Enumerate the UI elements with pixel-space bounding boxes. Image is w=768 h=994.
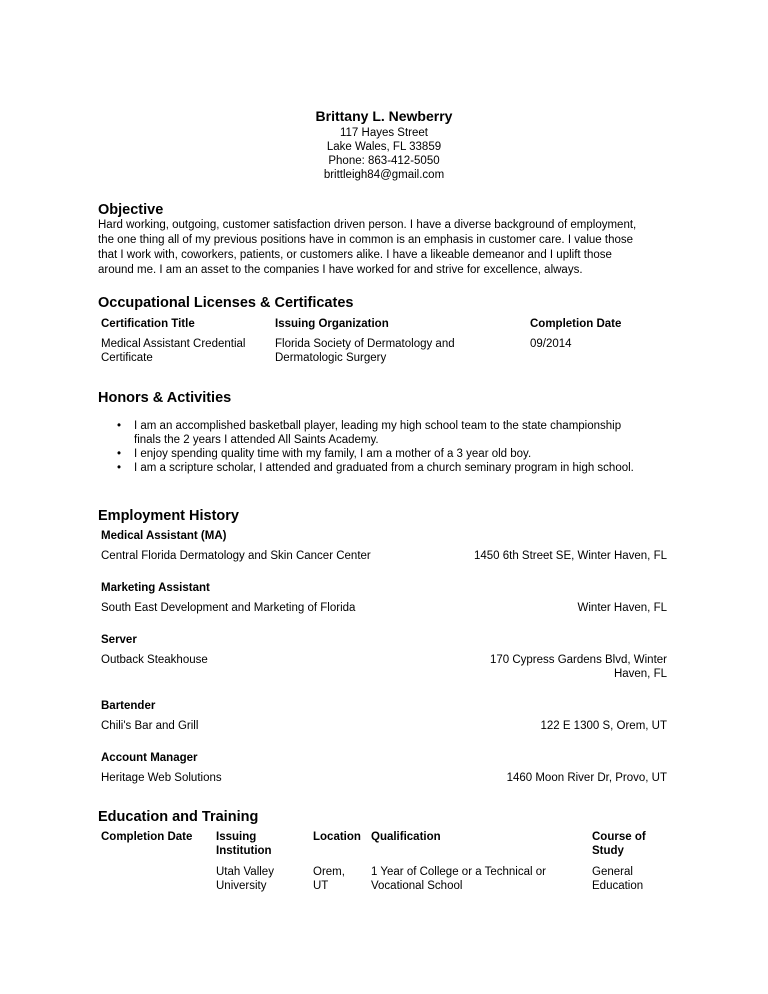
col-header-completion-date: Completion Date <box>530 318 622 330</box>
job-location <box>420 601 667 615</box>
cell-line: General <box>592 866 633 878</box>
education-heading: Education and Training <box>98 809 259 825</box>
table-cell-cert-title <box>101 337 245 365</box>
job-employer: Chili's Bar and Grill <box>101 720 199 732</box>
job-employer: Outback Steakhouse <box>101 654 208 666</box>
email-address: brittleigh84@gmail.com <box>323 169 445 181</box>
objective-heading: Objective <box>98 202 164 218</box>
table-cell-course <box>592 865 643 893</box>
list-item-line: I am a scripture scholar, I attended and graduated from a church seminary program in high school. <box>134 462 634 474</box>
cell-line: University <box>216 880 267 892</box>
list-item <box>117 447 714 461</box>
location-line: 1460 Moon River Dr, Provo, UT <box>506 772 667 784</box>
list-item <box>117 461 714 475</box>
job-position: Marketing Assistant <box>101 582 210 594</box>
col-header-cert-title: Certification Title <box>101 318 195 330</box>
col-header-institution <box>216 830 272 858</box>
header-line: Course of <box>592 831 646 843</box>
honors-heading: Honors & Activities <box>98 390 232 406</box>
job-location <box>420 653 667 681</box>
header-line: Institution <box>216 845 272 857</box>
job-employer: Central Florida Dermatology and Skin Cancer Center <box>101 550 371 562</box>
cell-line: Utah Valley <box>216 866 274 878</box>
cell-line: UT <box>313 880 329 892</box>
list-item-line: I am an accomplished basketball player, leading my high school team to the state championship <box>134 420 622 432</box>
list-item-line: finals the 2 years I attended All Saints Academy. <box>134 434 379 446</box>
employment-heading: Employment History <box>98 508 239 524</box>
job-employer: Heritage Web Solutions <box>101 772 222 784</box>
objective-line: that I work with, coworkers, patients, or customers alike. I have a likeable demeanor and I uplift those <box>98 249 612 261</box>
table-cell-completion-date: 09/2014 <box>530 338 572 350</box>
location-line: Winter Haven, FL <box>577 602 667 614</box>
phone-number: Phone: 863-412-5050 <box>328 155 440 167</box>
job-position: Account Manager <box>101 752 198 764</box>
job-location <box>420 549 667 563</box>
objective-line: the one thing all of my previous positions have in common is an emphasis in customer care. I value those <box>98 234 634 246</box>
location-line: 122 E 1300 S, Orem, UT <box>540 720 667 732</box>
licenses-heading: Occupational Licenses & Certificates <box>98 295 354 311</box>
street-address: 117 Hayes Street <box>339 127 428 139</box>
honors-list <box>98 419 714 475</box>
objective-line: Hard working, outgoing, customer satisfaction driven person. I have a diverse background of employment, <box>98 219 637 231</box>
table-cell-institution <box>216 865 274 893</box>
job-position: Medical Assistant (MA) <box>101 530 227 542</box>
cell-line: Education <box>592 880 644 892</box>
cell-line: Medical Assistant Credential <box>101 338 246 350</box>
city-state-zip: Lake Wales, FL 33859 <box>326 141 442 153</box>
table-cell-qualification <box>371 865 546 893</box>
job-location <box>420 771 667 785</box>
location-line: 1450 6th Street SE, Winter Haven, FL <box>473 550 667 562</box>
bullet-icon: • <box>117 448 122 460</box>
applicant-name: Brittany L. Newberry <box>315 108 453 124</box>
cell-line: Orem, <box>313 866 345 878</box>
objective-line: around me. I am an asset to the companies I have worked for and strive for excellence, always. <box>98 264 583 276</box>
job-location <box>420 719 667 733</box>
list-item-line: I enjoy spending quality time with my family, I am a mother of a 3 year old boy. <box>134 448 532 460</box>
location-line: Haven, FL <box>613 668 667 680</box>
cell-line: 1 Year of College or a Technical or <box>371 866 546 878</box>
table-cell-location <box>313 865 345 893</box>
objective-text <box>98 218 673 278</box>
col-header-completion-date: Completion Date <box>101 831 193 843</box>
job-employer: South East Development and Marketing of Florida <box>101 602 356 614</box>
list-item <box>117 419 714 447</box>
table-cell-issuing-org <box>275 337 455 365</box>
bullet-icon: • <box>117 462 122 474</box>
cell-line: Dermatologic Surgery <box>275 352 387 364</box>
cell-line: Florida Society of Dermatology and <box>275 338 455 350</box>
cell-line: Vocational School <box>371 880 463 892</box>
header-line: Issuing <box>216 831 257 843</box>
location-line: 170 Cypress Gardens Blvd, Winter <box>489 654 667 666</box>
col-header-qualification: Qualification <box>371 831 441 843</box>
job-position: Bartender <box>101 700 156 712</box>
bullet-icon: • <box>117 420 122 432</box>
cell-line: Certificate <box>101 352 153 364</box>
job-position: Server <box>101 634 137 646</box>
col-header-course <box>592 830 646 858</box>
col-header-issuing-org: Issuing Organization <box>275 318 389 330</box>
header-line: Study <box>592 845 624 857</box>
col-header-location: Location <box>313 831 361 843</box>
